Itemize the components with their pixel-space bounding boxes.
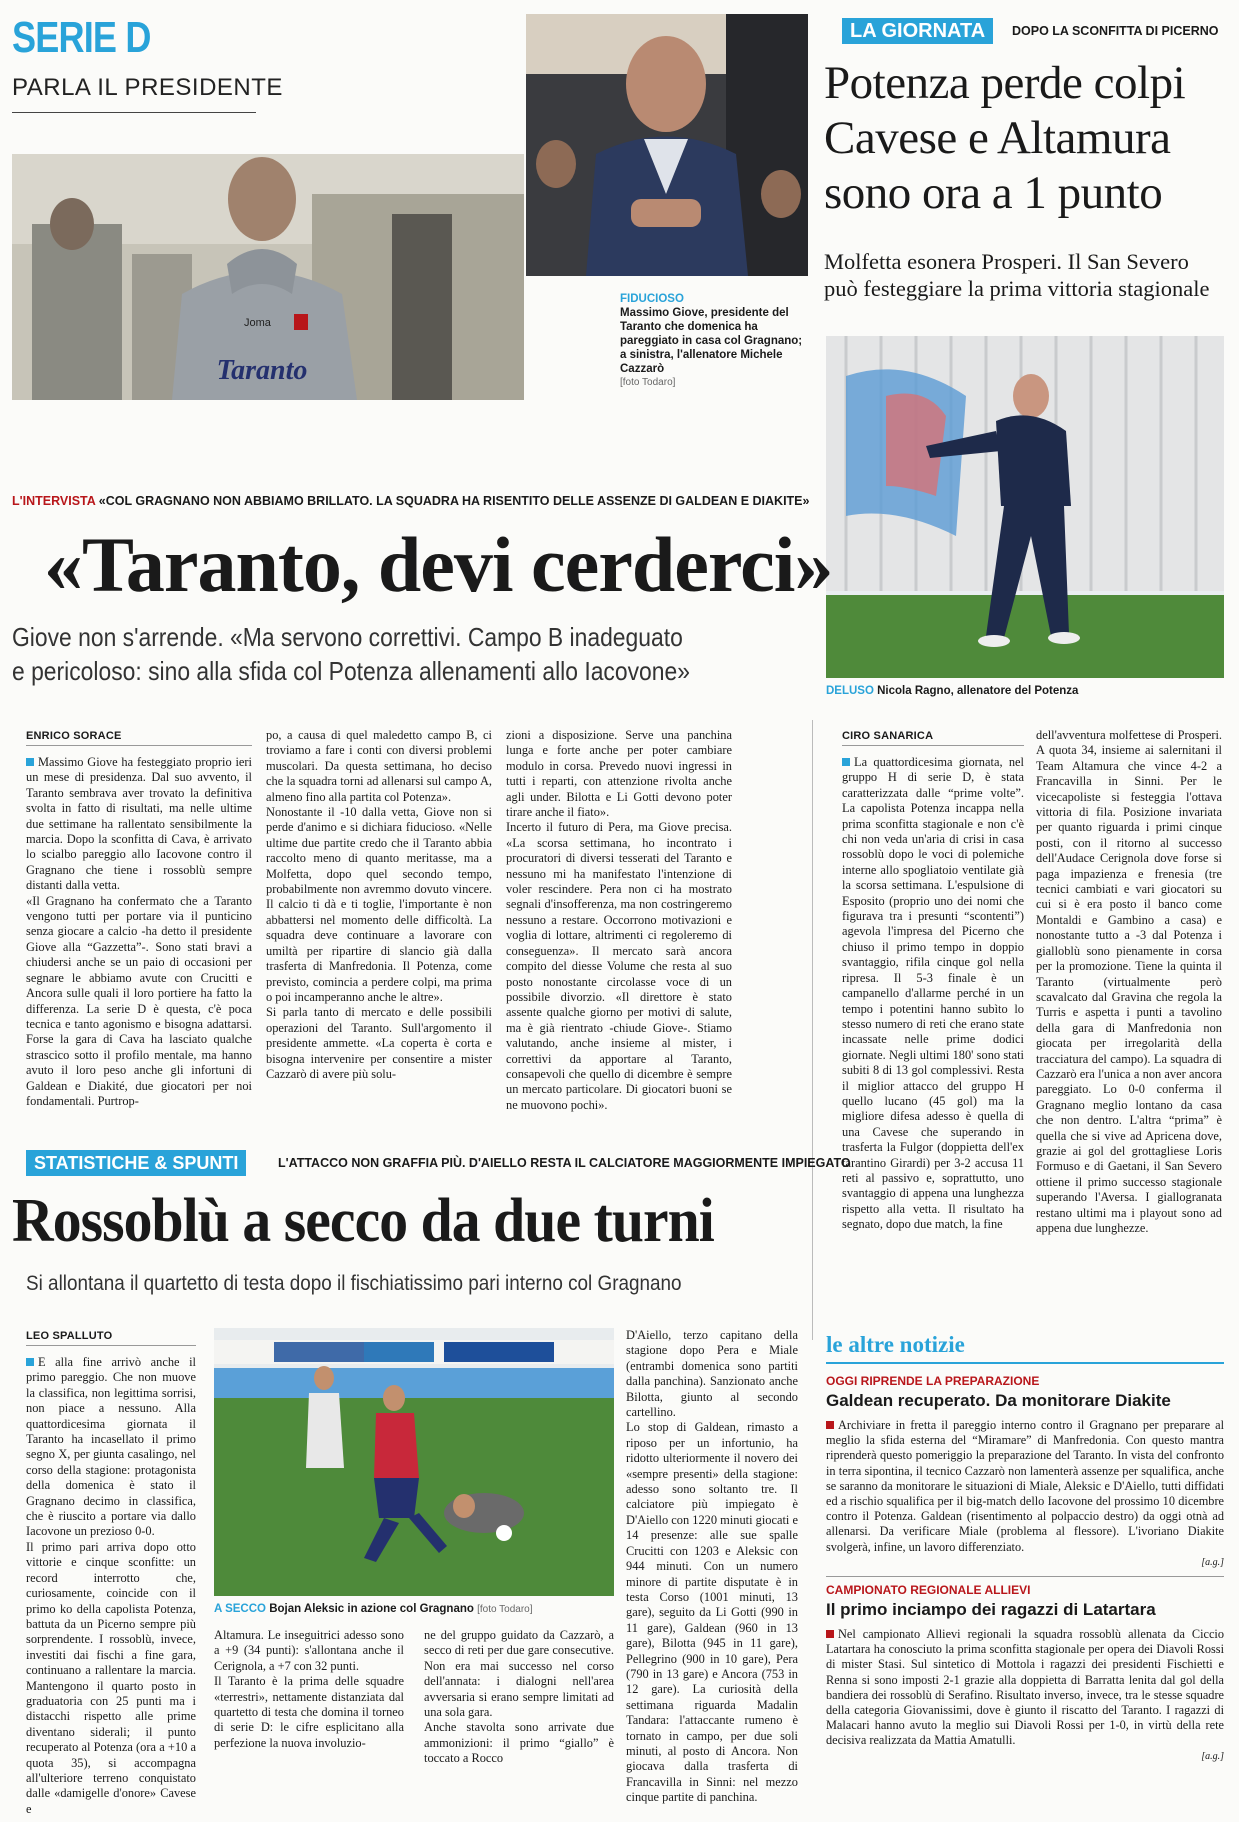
giornata-col-1-text: La quattordicesima giornata, nel gruppo H di serie D, è stata caratterizzata dalle “prime volte”. La capolista Potenza incappa nella prima sconfitta stagionale e non c'è chi non veda un'aria di crisi in casa rossoblù dopo le voci di polemiche interne allo spogliatoio ventilate già la scorsa settimana. L'espulsione di Esposito (proprio uno dei nomi che figurava tra i presunti “scontenti”) agevola l'impresa del Picerno che chiuso il primo tempo in doppio svantaggio, rifila cinque gol nella ripresa. Il 5-3 finale è un campanello d'allarme perché in un tempo i potentini hanno subìto lo stesso numero di reti che erano state incassate nelle prime dodici giornate. Negli ultimi 180' sono stati subiti 8 di 13 gol complessivi. Resta il miglior attacco del gruppo H quello lucano (45 gol) ma la migliore difesa adesso è quella di una Cavese che superando in trasferta la Fulgor (doppietta dell'ex tarantino Girardi) per 3-2 accusa 11 reti al passivo e, soprattutto, uno svantaggio di appena una lunghezza rispetto alla vetta. Il risultato ha segnato, dopo due match, la fine [842,755,1024,1232]
giornata-col-2-text: dell'avventura molfettese di Prosperi. A quota 34, insieme ai salernitani il Team Altamura che vince 4-2 a Francavilla in Sinni. Per le vicecapoliste si festeggia l'ottava vittoria di fila. Posizione invariata per quanto riguarda i primi cinque posti, con il ritorno al successo dell'Audace Cerignola dove forse si paga impazienza e frenesia (tre tecnici cambiati e vari giocatori su cui si è era posto il banco come Montaldi e Gambino a casa) e nonostante tutto a -3 dal Potenza i gialloblù sono pienamente in corsa per la promozione. Tiene la quinta il Taranto (virtualmente però scavalcato dal Gravina che regola la Turris e aspetta i punti a tavolino della gara di Manfredonia non giocata per irregolarità della tracciatura del campo). La squadra di Cazzarò era l'unica a non aver ancora pareggiato. Lo 0-0 conferma il Gragnano meglio lontano da casa che non dentro. L'altra “prima” è quella che si vive ad Apricena dove, grazie ai gol del grottagliese Loris Formuso e di Gaetani, il San Severo ottiene il primo successo stagionale superando l'Aversa. I giallogranata restano ultimi ma i playout sono ad appena due lunghezze. [1036,728,1222,1235]
intervista-deck-line-1: Giove non s'arrende. «Ma servono correttivi. Campo B inadeguato [12,622,683,652]
altre-2-body [826,1627,1224,1764]
deluso-text: Nicola Ragno, allenatore del Potenza [877,685,1079,697]
statistiche-tag: STATISTICHE & SPUNTI [26,1150,246,1176]
statistiche-col-1 [26,1355,196,1817]
giornata-deck-line-1: Molfetta esonera Prosperi. Il San Severo [824,249,1189,274]
section-subtitle: PARLA IL PRESIDENTE [12,74,283,101]
altre-2-text: Nel campionato Allievi regionali la squadra rossoblù allenata da Ciccio Latartara ha conosciuto la prima sconfitta stagionale per opera dei Diavoli Rossi di mister Stasi. Sul sintetico di Mottola i ragazzi dei presidenti Fischietti e Renna si sono imposti 2-1 grazie alla doppietta di Barratta lenita dal gol della bandiera dei rossoblù di Serafino. Risultato inverso, invece, tra le stesse squadre della categoria Giovanissimi, dove è giunto il riscatto del Taranto. I ragazzi di Malacari hanno avuto la meglio sui Diavoli Rossi per 1-0, in virtù della rete decisiva realizzata da Mattia Amatulli. [826,1627,1224,1748]
giornata-col-2 [1036,728,1222,1335]
giornata-tag: LA GIORNATA [842,18,993,44]
intervista-col-1-text: Massimo Giove ha festeggiato proprio ieri un mese di presidenza. Dal suo avvento, il Taranto sembrava aver trovato la definitiva svolta in fatto di risultati, ma nelle ultime due settimane ha rallentato sensibilmente la marcia. Dopo la sconfitta di Cava, è arrivato lo scialbo pareggio allo Iacovone contro il Gragnano che tiene i rossoblù sempre distanti dalla vetta. «Il Gragnano ha confermato che a Taranto vengono tutti per portare via il punticino senza giocare a calcio -ha detto il presidente Giove alla “Gazzetta”-. Sono stati bravi a chiudersi anche se un paio di occasioni per segnare le abbiamo avute con Crucitti e Ancora sulle quali il loro portiere ha fatto la differenza. La serie D è questa, c'è poca tecnica e tanto agonismo e bisogna adattarsi. Forse la gara di Cava ha lasciato qualche strascico sotto il profilo mentale, ma hanno avuto il loro peso anche gli infortuni di Galdean e Diakité, due giocatori per noi fondamentali. Purtrop- [26,755,252,1108]
intervista-deck-line-2: e pericoloso: sino alla sfida col Potenza allenamenti allo Iacovone» [12,656,690,686]
intervista-kicker-label: L'INTERVISTA [12,494,96,508]
giornata-deck-line-2: può festeggiare la prima vittoria stagionale [824,276,1210,301]
intervista-headline: «Taranto, devi cerderci» [44,521,833,608]
shirt-text: Taranto [216,355,308,386]
intervista-col-1 [26,755,252,1133]
bullet-icon [826,1630,834,1638]
asecco-credit: [foto Todaro] [477,1604,533,1615]
potenza-photo-image [826,336,1224,678]
giornata-headline-line-3: sono ora a 1 punto [824,167,1163,219]
giornata-headline [824,56,1230,221]
statistiche-col-2-text: Altamura. Le inseguitrici adesso sono a +9 (34 punti): s'allontana anche il Cerignola, a +7 con 32 punti. Il Taranto è la prima delle squadre «terrestri», nettamente distanziata dal quartetto di testa che domina il torneo di serie D: le cifre esplicitano alla perfezione la nuova involuzio- [214,1628,404,1750]
statistiche-headline: Rossoblù a secco da due turni [12,1187,714,1255]
altre-1-sign: [a.g.] [1201,1556,1224,1568]
statistiche-col-1-text: E alla fine arrivò anche il primo pareggio. Che non muove la classifica, non legittima sorrisi, non piace a nessuno. Alla quattordicesima giornata il Taranto ha incasellato il primo segno X, per giunta casalingo, nel corso della stagione: protagonista della domenica è stato il Gragnano decimo in classifica, che è riuscito a portare via dallo Iacovone un prezioso 0-0. Il primo pari arriva dopo otto vittorie e cinque sconfitte: un record interrotto che, curiosamente, coincide con il primo ko della capolista Potenza, battuta da un Picerno sempre più sorprendente. I rossoblù, invece, investiti dai fischi a fine gara, continuano a rallentare la marcia. Mantengono il quarto posto in graduatoria con 25 punti ma i distacchi rispetto alle prime diventano siderali; il punto recuperato al Potenza (ora a +10 a quota 35), si accompagna all'ulteriore terreno conquistato dalle «damigelle d'onore» Cavese e [26,1355,196,1816]
caption-text: Massimo Giove, presidente del Taranto che domenica ha pareggiato in casa col Gragnano; a sinistra, l'allenatore Michele Cazzarò [620,307,803,375]
intervista-col-2 [266,728,492,1133]
statistiche-col-2 [214,1628,404,1818]
altre-1-text: Archiviare in fretta il pareggio interno contro il Gragnano per preparare al meglio la sfida esterna del “Miramare” di Manfredonia. Con questo mantra riprenderà questo pomeriggio la preparazione del Taranto. In vista del confronto in terra sipontina, il tecnico Cazzarò non lamenterà assenze per squalifica, anche se saranno da monitorare le situazioni di Miale, Aleksic e D'Aiello, tutti diffidati ed a rischio squalifica per il big-match dello Iacovone del prossimo 10 dicembre contro il Potenza. Galdean (risentimento al polpaccio destro) da oggi otnà ad allenarsi. Da verificare Miale (problema al flessore). L'ivoriano Diakite svolgerà, infine, un lavoro differenziato. [826,1418,1224,1554]
statistiche-byline: LEO SPALLUTO [26,1330,113,1342]
statistiche-col-3 [424,1628,614,1818]
altre-1-headline: Galdean recuperato. Da monitorare Diakite [826,1391,1171,1410]
intervista-deck [12,620,716,688]
intervista-kicker [12,494,809,508]
giornata-kicker: DOPO LA SCONFITTA DI PICERNO [1012,24,1219,38]
giornata-byline-rule [842,745,1024,746]
section-title: SERIE D [12,13,151,62]
giornata-col-1 [842,755,1024,1335]
giornata-headline-line-2: Cavese e Altamura [824,112,1171,164]
altre-title-rule [826,1362,1224,1364]
shirt-brand: Joma [244,317,271,329]
altre-2-headline: Il primo inciampo dei ragazzi di Latartara [826,1600,1156,1620]
caption-a-secco [214,1602,614,1617]
coach-photo [12,154,524,400]
intervista-kicker-text: «COL GRAGNANO NON ABBIAMO BRILLATO. LA SQUADRA HA RISENTITO DELLE ASSENZE DI GALDEAN E DIAKITE» [98,494,810,508]
column-divider [812,720,813,1340]
statistiche-col-4 [626,1328,798,1818]
altre-2-kicker: CAMPIONATO REGIONALE ALLIEVI [826,1583,1031,1598]
intervista-byline: ENRICO SORACE [26,730,122,742]
altre-2-sign: [a.g.] [1201,1750,1224,1762]
asecco-text: Bojan Aleksic in azione col Gragnano [269,1603,474,1615]
bullet-icon [26,1358,34,1366]
intervista-col-3 [506,728,732,1133]
president-photo-image [526,14,808,276]
altre-separator [826,1576,1224,1577]
intervista-col-2-text: po, a causa di quel maledetto campo B, ci troviamo a fare i conti con diversi problemi muscolari. Da questa settimana, ho deciso che la squadra torni ad allenarsi sul campo A, almeno fino alla partita col Potenza». Nonostante il -10 dalla vetta, Giove non si perde d'animo e si dichiara fiducioso. «Nelle ultime due partite credo che il Taranto abbia raccolto meno di quanto meritasse, ma a Molfetta, dopo quel secondo tempo, probabilmente non avremmo dovuto vincere. Il calcio ti dà e ti toglie, l'importante è non abbattersi nel momento delle difficoltà. La squadra deve continuare a lavorare con umiltà per ripartire di slancio già dalla trasferta di Manfredonia. Il Potenza, come previsto, comincia a perdere colpi, ma prima o poi incamperanno anche le altre». Si parla tanto di mercato e delle possibili operazioni del Taranto. Sull'argomento il presidente ammette. «La coperta è corta e bisogna intervenire per consentire a mister Cazzarò di avere più solu- [266,728,492,1081]
bullet-icon [26,758,34,766]
deluso-label: DELUSO [826,685,874,697]
altre-title: le altre notizie [826,1332,965,1357]
statistiche-deck: Si allontana il quartetto di testa dopo il fischiatissimo pari interno col Gragnano [26,1272,682,1295]
giornata-byline: CIRO SANARICA [842,730,934,742]
bullet-icon [842,758,850,766]
asecco-label: A SECCO [214,1603,266,1615]
statistiche-byline-rule [26,1345,196,1346]
statistiche-col-3-text: ne del gruppo guidato da Cazzarò, a secco di reti per due gare consecutive. Non era mai successo nel corso dell'annata: i dialogni nell'area avversaria si erano sempre limitati ad una sola gara. Anche stavolta sono arrivate due ammonizioni: il primo “giallo” è toccato a Rocco [424,1628,614,1766]
bullet-icon [826,1421,834,1429]
caption-credit: [foto Todaro] [620,377,676,388]
header-rule [12,112,256,113]
statistiche-col-4-text: D'Aiello, terzo capitano della stagione dopo Pera e Miale (entrambi domenica sono partiti dalla panchina). Sanzionato anche Bilotta, giunto al secondo cartellino. Lo stop di Galdean, rimasto a riposo per un infortunio, ha ridotto ulteriormente il novero dei «sempre presenti» della stagione: adesso sono soltanto tre. Il calciatore più impiegato è D'Aiello con 1220 minuti giocati e 14 presenze: alle sue spalle Crucitti con 1203 e Aleksic con 944 minuti. Con un numero minore di partite disputate è in testa Corso (1001 minuti, 13 gare), seguito da Li Gotti (990 in 11 gare), Galdean (960 in 13 gare), Bilotta (945 in 11 gare), Pellegrino (900 in 10 gare), Pera (790 in 13 gare) e Ancora (753 in 12 gare). La curiosità della settimana riguarda Madalin Tandara: l'attaccante rumeno è tornato in campo, per due soli minuti, al posto di Ancora. Non giocava dalla trasferta di Francavilla in Sinni: nel mezzo cinque partite di panchina. [626,1328,798,1805]
intervista-col-3-text: zioni a disposizione. Serve una panchina lunga e forte anche per poter cambiare modulo in corsa. Prevedo nuovi ingressi in tutti i reparti, con attenzione rivolta anche agli under. Bilotta e Li Gotti devono poter tirare anche il fiato». Incerto il futuro di Pera, ma Giove precisa. «La scorsa settimana, ho incontrato i procuratori di diversi tesserati del Taranto e nessuno mi ha manifestato l'intenzione di voler rescindere. Pera non ci ha mostrato segnali d'insofferenza, ma non costringeremo nessuno a restare. Occorrono motivazioni e voglia di lottare, altrimenti ci regoleremo di conseguenza». Il mercato sarà ancora compito del diesse Volume che resta al suo posto nonostante circolasse voce di un possibile divorzio. «Il direttore è stato assente qualche giorno per motivi di salute, ma è già rientrato -chiude Giove-. Stiamo valutando, anche insieme al mister, i correttivi da apportare al Taranto, consapevoli che quello di dicembre è sempre un mercato particolare. Di giocatori buoni se ne muovono pochi». [506,728,732,1112]
giornata-deck [824,248,1230,302]
caption-fiducioso [620,292,806,390]
coach-photo-image [12,154,524,400]
altre-1-body [826,1418,1224,1570]
caption-label: FIDUCIOSO [620,293,684,305]
match-photo-image [214,1328,614,1596]
match-photo [214,1328,614,1596]
altre-box [826,1330,1224,1818]
statistiche-kicker: L'ATTACCO NON GRAFFIA PIÙ. D'AIELLO RESTA IL CALCIATORE MAGGIORMENTE IMPIEGATO [278,1156,851,1170]
president-photo [526,14,808,276]
altre-1-kicker: OGGI RIPRENDE LA PREPARAZIONE [826,1374,1040,1388]
intervista-byline-rule [26,745,252,746]
caption-deluso [826,684,1224,698]
giornata-headline-line-1: Potenza perde colpi [824,57,1186,109]
potenza-photo [826,336,1224,678]
